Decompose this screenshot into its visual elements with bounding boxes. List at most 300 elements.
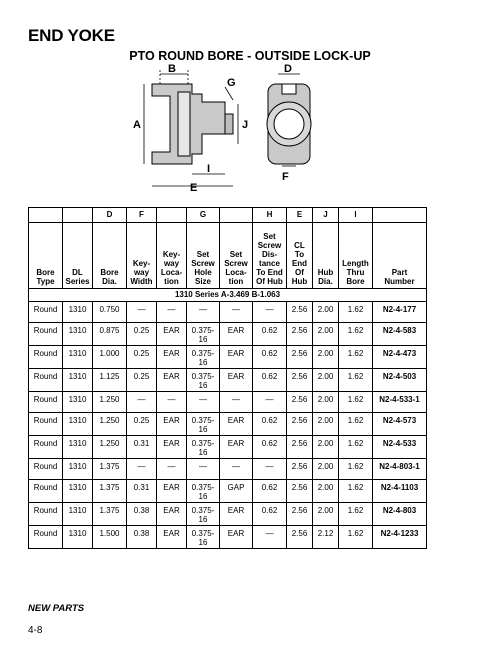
page-subtitle: PTO ROUND BORE - OUTSIDE LOCK-UP (129, 49, 371, 63)
table-row (29, 436, 427, 459)
table-cell (339, 346, 373, 369)
table-cell (93, 436, 127, 459)
page-number: 4-8 (28, 625, 43, 636)
cell-value: 1.500 (99, 529, 120, 538)
cell-value: Round (33, 305, 58, 314)
cell-value: 1310 (68, 305, 87, 314)
cell-value: — (167, 305, 176, 314)
cell-value: EAR (227, 529, 245, 538)
page-title: END YOKE (28, 26, 115, 45)
series-row (29, 289, 427, 302)
column-letter (220, 208, 253, 223)
table-cell (29, 413, 63, 436)
table-cell (187, 436, 220, 459)
cell-value: 1.375 (99, 483, 120, 492)
cell-value: 0.62 (261, 416, 278, 425)
table-cell (157, 480, 187, 503)
cell-value: GAP (227, 483, 245, 492)
cell-value: N2-4-803-1 (379, 462, 420, 471)
table-cell (187, 480, 220, 503)
column-header (313, 223, 339, 289)
cell-value: 1.62 (347, 372, 364, 381)
table-cell (253, 436, 287, 459)
cell-value: 1.62 (347, 305, 364, 314)
table-cell (29, 526, 63, 549)
table-cell (313, 459, 339, 480)
table-cell (127, 526, 157, 549)
table-cell (93, 526, 127, 549)
cell-value: 2.00 (317, 305, 334, 314)
table-cell (287, 369, 313, 392)
column-header-label: Length Thru Bore (342, 259, 369, 286)
part-number-cell (373, 459, 427, 480)
cell-value: 1310 (68, 462, 87, 471)
column-header (63, 223, 93, 289)
column-header-label: Hub Dia. (317, 268, 334, 286)
cell-value: EAR (227, 506, 245, 515)
table-cell (220, 413, 253, 436)
table-cell (220, 346, 253, 369)
cell-value: Round (33, 372, 58, 381)
table-cell (313, 369, 339, 392)
cell-value: EAR (163, 529, 180, 538)
cell-value: 1310 (68, 326, 87, 335)
table-cell (287, 480, 313, 503)
footer-note: NEW PARTS (28, 603, 85, 614)
table-cell (127, 459, 157, 480)
cell-value: 1.62 (347, 326, 364, 335)
table-cell (187, 503, 220, 526)
table-cell (313, 302, 339, 323)
table-cell (313, 526, 339, 549)
table-cell (127, 323, 157, 346)
cell-value: 1.250 (99, 439, 120, 448)
part-number-cell (373, 503, 427, 526)
cell-value: 0.25 (133, 349, 150, 358)
yoke-side-view (152, 84, 233, 164)
table-cell (29, 480, 63, 503)
table-body (29, 289, 427, 549)
table-cell (157, 526, 187, 549)
cell-value: N2-4-803 (382, 506, 417, 515)
table-cell (157, 503, 187, 526)
cell-value: 1.62 (347, 483, 364, 492)
column-letter: D (93, 208, 127, 223)
cell-value: N2-4-573 (382, 416, 417, 425)
part-number-cell (373, 413, 427, 436)
cell-value: — (199, 462, 207, 471)
table-cell (63, 480, 93, 503)
table-cell (253, 323, 287, 346)
end-yoke-drawing (130, 62, 350, 192)
cell-value: EAR (227, 349, 245, 358)
cell-value: Round (33, 349, 58, 358)
cell-value: 0.375- 16 (191, 483, 215, 501)
table-cell (63, 369, 93, 392)
table-cell (63, 302, 93, 323)
table-cell (29, 323, 63, 346)
cell-value: 0.62 (261, 483, 278, 492)
table-cell (220, 526, 253, 549)
table-cell (157, 436, 187, 459)
column-header-label: Bore Type (36, 268, 55, 286)
table-cell (339, 459, 373, 480)
column-header (287, 223, 313, 289)
table-cell (157, 369, 187, 392)
cell-value: 1.62 (347, 416, 364, 425)
cell-value: 2.56 (291, 529, 308, 538)
table-cell (287, 302, 313, 323)
dim-label-f: F (282, 171, 289, 183)
cell-value: 2.00 (317, 462, 334, 471)
cell-value: — (232, 395, 240, 404)
table-cell (187, 526, 220, 549)
cell-value: 2.56 (291, 439, 308, 448)
table-cell (29, 346, 63, 369)
cell-value: 2.56 (291, 462, 308, 471)
table-cell (127, 369, 157, 392)
column-letter (29, 208, 63, 223)
table-cell (220, 459, 253, 480)
cell-value: Round (33, 439, 58, 448)
cell-value: 1310 (68, 529, 87, 538)
cell-value: N2-4-533-1 (379, 395, 420, 404)
table-cell (287, 413, 313, 436)
table-cell (220, 369, 253, 392)
table-cell (93, 503, 127, 526)
table-cell (220, 480, 253, 503)
part-number-cell (373, 392, 427, 413)
cell-value: 1.62 (347, 529, 364, 538)
table-cell (187, 369, 220, 392)
cell-value: 0.38 (133, 506, 150, 515)
table-row (29, 302, 427, 323)
table-cell (63, 323, 93, 346)
column-header-label: CL To End Of Hub (291, 241, 308, 286)
cell-value: 0.375- 16 (191, 506, 215, 524)
column-header-label: Key- way Loca- tion (160, 250, 183, 286)
table-cell (313, 480, 339, 503)
table-cell (127, 346, 157, 369)
cell-value: 0.375- 16 (191, 326, 215, 344)
table-cell (339, 369, 373, 392)
cell-value: — (137, 305, 146, 314)
cell-value: 1.62 (347, 395, 364, 404)
table-cell (313, 346, 339, 369)
cell-value: 0.875 (99, 326, 120, 335)
column-header (93, 223, 127, 289)
table-row (29, 526, 427, 549)
cell-value: 1.62 (347, 439, 364, 448)
table-cell (29, 302, 63, 323)
table-cell (253, 459, 287, 480)
cell-value: EAR (227, 439, 245, 448)
table-cell (127, 413, 157, 436)
cell-value: 1.125 (99, 372, 120, 381)
column-letter: J (313, 208, 339, 223)
cell-value: Round (33, 395, 58, 404)
cell-value: 0.25 (133, 326, 150, 335)
cell-value: N2-4-583 (382, 326, 417, 335)
table-cell (93, 346, 127, 369)
table-cell (220, 392, 253, 413)
table-cell (313, 413, 339, 436)
dim-label-d: D (284, 63, 292, 75)
cell-value: 0.62 (261, 372, 278, 381)
table-row (29, 413, 427, 436)
part-number-cell (373, 369, 427, 392)
column-header (339, 223, 373, 289)
table-cell (157, 346, 187, 369)
column-letter: I (339, 208, 373, 223)
table-cell (93, 413, 127, 436)
table-cell (63, 436, 93, 459)
table-cell (253, 302, 287, 323)
cell-value: 2.56 (291, 395, 308, 404)
table-cell (187, 323, 220, 346)
table-cell (339, 392, 373, 413)
table-cell (287, 323, 313, 346)
cell-value: — (265, 529, 274, 538)
column-header-label: Part Number (384, 268, 415, 286)
cell-value: 1310 (68, 506, 87, 515)
table-cell (339, 302, 373, 323)
table-cell (127, 302, 157, 323)
cell-value: — (167, 395, 176, 404)
cell-value: — (199, 305, 207, 314)
cell-value: N2-4-1103 (380, 483, 419, 492)
cell-value: N2-4-503 (382, 372, 417, 381)
cell-value: — (265, 395, 274, 404)
column-letter (63, 208, 93, 223)
table-cell (287, 459, 313, 480)
table-cell (187, 392, 220, 413)
cell-value: Round (33, 483, 58, 492)
cell-value: EAR (163, 372, 180, 381)
table-cell (313, 323, 339, 346)
cell-value: 1.62 (347, 462, 364, 471)
cell-value: 2.56 (291, 372, 308, 381)
yoke-end-view (267, 84, 311, 164)
table-row (29, 369, 427, 392)
table-cell (93, 302, 127, 323)
cell-value: N2-4-533 (382, 439, 417, 448)
table-row (29, 503, 427, 526)
column-header (373, 223, 427, 289)
cell-value: EAR (163, 349, 180, 358)
table-cell (253, 503, 287, 526)
cell-value: 1.375 (99, 462, 120, 471)
series-label: 1310 Series A-3.469 B-1.063 (29, 289, 427, 302)
column-letter: G (187, 208, 220, 223)
part-number-cell (373, 302, 427, 323)
table-cell (29, 436, 63, 459)
column-header-label: Set Screw Hole Size (191, 250, 215, 286)
dim-label-j: J (242, 119, 249, 131)
cell-value: 1310 (68, 395, 87, 404)
table-cell (339, 480, 373, 503)
table-cell (287, 392, 313, 413)
table-cell (63, 459, 93, 480)
cell-value: 1.62 (347, 506, 364, 515)
cell-value: Round (33, 529, 58, 538)
table-cell (220, 302, 253, 323)
column-letter (373, 208, 427, 223)
cell-value: 2.00 (317, 506, 334, 515)
cell-value: 1310 (68, 483, 87, 492)
cell-value: 2.00 (317, 483, 334, 492)
table-cell (220, 503, 253, 526)
table-cell (63, 413, 93, 436)
table-cell (157, 302, 187, 323)
cell-value: 2.00 (317, 349, 334, 358)
cell-value: 0.62 (261, 349, 278, 358)
cell-value: 1.62 (347, 349, 364, 358)
table-cell (127, 503, 157, 526)
cell-value: 0.62 (261, 326, 278, 335)
column-header (253, 223, 287, 289)
table-cell (93, 480, 127, 503)
column-header (157, 223, 187, 289)
cell-value: 2.00 (317, 416, 334, 425)
column-header (29, 223, 63, 289)
cell-value: EAR (163, 416, 180, 425)
table-cell (253, 392, 287, 413)
table-cell (253, 480, 287, 503)
cell-value: EAR (227, 372, 245, 381)
cell-value: 0.750 (99, 305, 120, 314)
cell-value: — (137, 395, 146, 404)
cell-value: N2-4-1233 (380, 529, 419, 538)
table-row (29, 323, 427, 346)
table-cell (157, 323, 187, 346)
table-cell (313, 436, 339, 459)
dim-label-b: B (168, 63, 176, 75)
cell-value: — (167, 462, 176, 471)
cell-value: 0.25 (133, 372, 150, 381)
table-cell (339, 436, 373, 459)
cell-value: 2.00 (317, 395, 334, 404)
cell-value: EAR (163, 483, 180, 492)
cell-value: 0.38 (133, 529, 150, 538)
part-number-cell (373, 480, 427, 503)
column-header-label: DL Series (65, 268, 90, 286)
cell-value: 0.375- 16 (191, 349, 215, 367)
cell-value: 1.250 (99, 416, 120, 425)
cell-value: EAR (163, 326, 180, 335)
table-cell (127, 392, 157, 413)
column-letter: H (253, 208, 287, 223)
table-cell (93, 392, 127, 413)
column-letter: F (127, 208, 157, 223)
table-cell (253, 346, 287, 369)
table-cell (313, 503, 339, 526)
table-cell (253, 413, 287, 436)
table-cell (63, 526, 93, 549)
table-cell (157, 392, 187, 413)
table-cell (63, 346, 93, 369)
column-letter (157, 208, 187, 223)
table-cell (187, 413, 220, 436)
column-header-label: Bore Dia. (100, 268, 119, 286)
table-row (29, 480, 427, 503)
column-header (127, 223, 157, 289)
cell-value: Round (33, 506, 58, 515)
part-number-cell (373, 436, 427, 459)
column-letter: E (287, 208, 313, 223)
table-cell (313, 392, 339, 413)
end-yoke-spec-table (28, 207, 427, 549)
cell-value: N2-4-473 (382, 349, 417, 358)
table-row (29, 346, 427, 369)
table-cell (93, 459, 127, 480)
cell-value: 1310 (68, 372, 87, 381)
table-cell (29, 503, 63, 526)
table-cell (339, 413, 373, 436)
table-cell (287, 526, 313, 549)
cell-value: Round (33, 326, 58, 335)
column-header-label: Set Screw Loca- tion (224, 250, 248, 286)
cell-value: 0.375- 16 (191, 416, 215, 434)
table-cell (63, 392, 93, 413)
table-cell (287, 503, 313, 526)
cell-value: 2.12 (317, 529, 334, 538)
table-cell (127, 480, 157, 503)
cell-value: EAR (227, 326, 245, 335)
cell-value: — (232, 305, 240, 314)
column-header-label: Set Screw Dis- tance To End Of Hub (256, 232, 283, 286)
table-cell (253, 369, 287, 392)
table-cell (93, 323, 127, 346)
part-number-cell (373, 323, 427, 346)
cell-value: EAR (163, 439, 180, 448)
cell-value: — (232, 462, 240, 471)
cell-value: 2.56 (291, 326, 308, 335)
cell-value: 0.31 (133, 483, 150, 492)
cell-value: 0.375- 16 (191, 529, 215, 547)
table-row (29, 392, 427, 413)
cell-value: 1.375 (99, 506, 120, 515)
cell-value: 1310 (68, 439, 87, 448)
table-header-row (29, 223, 427, 289)
cell-value: 2.56 (291, 349, 308, 358)
cell-value: 1310 (68, 349, 87, 358)
dim-label-g: G (227, 77, 236, 89)
cell-value: 2.56 (291, 506, 308, 515)
table-cell (127, 436, 157, 459)
table-cell (157, 413, 187, 436)
column-header-label: Key- way Width (130, 259, 153, 286)
cell-value: 2.00 (317, 326, 334, 335)
table-cell (339, 503, 373, 526)
cell-value: 1.000 (99, 349, 120, 358)
table-cell (339, 526, 373, 549)
cell-value: 0.62 (261, 506, 278, 515)
cell-value: 2.00 (317, 372, 334, 381)
column-header (220, 223, 253, 289)
part-number-cell (373, 526, 427, 549)
dim-label-a: A (133, 119, 141, 131)
cell-value: 0.62 (261, 439, 278, 448)
cell-value: — (265, 462, 274, 471)
table-cell (93, 369, 127, 392)
cell-value: EAR (163, 506, 180, 515)
dim-label-e: E (190, 182, 198, 192)
cell-value: 2.56 (291, 416, 308, 425)
table-cell (187, 302, 220, 323)
cell-value: 2.56 (291, 305, 308, 314)
table-cell (253, 526, 287, 549)
